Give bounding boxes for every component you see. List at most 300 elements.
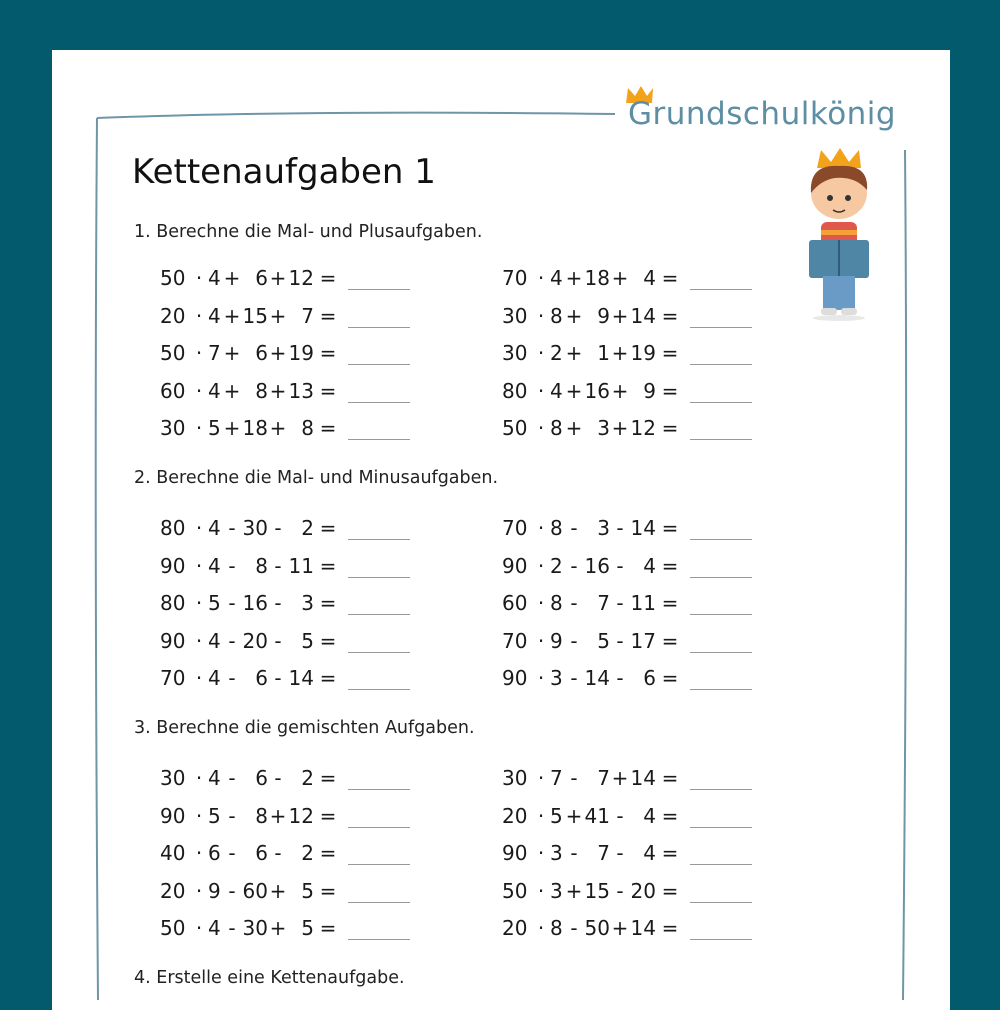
answer-blank[interactable] [348, 788, 410, 790]
times-sign: · [195, 266, 203, 290]
number: 90 [502, 553, 528, 578]
operator: - [228, 878, 236, 903]
equals-sign: = [319, 266, 337, 290]
answer-blank[interactable] [690, 651, 752, 653]
equals-sign: = [319, 878, 337, 903]
number: 4 [643, 803, 656, 828]
operator: + [223, 266, 241, 290]
equals-sign: = [319, 341, 337, 365]
number: 8 [550, 516, 563, 540]
equals-sign: = [661, 628, 679, 653]
equals-sign: = [661, 378, 679, 403]
number: 3 [301, 591, 314, 615]
equals-sign: = [661, 341, 679, 365]
equation-row [160, 516, 410, 542]
number: 17 [630, 628, 656, 653]
number: 70 [502, 516, 528, 540]
answer-blank[interactable] [348, 363, 410, 365]
operator: + [611, 766, 629, 790]
number: 9 [643, 378, 656, 403]
equation-row [160, 416, 410, 442]
answer-blank[interactable] [348, 826, 410, 828]
number: 8 [255, 803, 268, 828]
answer-blank[interactable] [690, 788, 752, 790]
number: 5 [597, 628, 610, 653]
times-sign: · [537, 341, 545, 365]
number: 4 [643, 841, 656, 865]
number: 2 [301, 766, 314, 790]
operator: - [274, 591, 282, 615]
equals-sign: = [319, 803, 337, 828]
operator: + [565, 803, 583, 828]
equation-row [502, 916, 752, 942]
number: 5 [301, 628, 314, 653]
operator: + [565, 878, 583, 903]
times-sign: · [537, 628, 545, 653]
equation-row [160, 629, 410, 655]
number: 20 [160, 303, 186, 328]
operator: + [565, 266, 583, 290]
equation-row [502, 266, 752, 292]
equation-row [502, 629, 752, 655]
answer-blank[interactable] [348, 538, 410, 540]
number: 30 [502, 766, 528, 790]
number: 5 [208, 416, 221, 440]
number: 6 [255, 841, 268, 865]
operator: + [611, 341, 629, 365]
task-instruction: 3. Berechne die gemischten Aufgaben. [134, 718, 475, 738]
operator: + [269, 341, 287, 365]
equation-row [160, 379, 410, 405]
answer-blank[interactable] [348, 613, 410, 615]
operator: - [274, 766, 282, 790]
times-sign: · [537, 803, 545, 828]
task-instruction: 1. Berechne die Mal- und Plusaufgaben. [134, 222, 483, 242]
operator: + [269, 378, 287, 403]
equals-sign: = [661, 416, 679, 440]
times-sign: · [195, 803, 203, 828]
equals-sign: = [661, 516, 679, 540]
answer-blank[interactable] [348, 438, 410, 440]
number: 60 [160, 378, 186, 403]
equation-row [160, 766, 410, 792]
equals-sign: = [319, 591, 337, 615]
operator: - [228, 916, 236, 940]
answer-blank[interactable] [348, 688, 410, 690]
number: 15 [242, 303, 268, 328]
times-sign: · [537, 916, 545, 940]
times-sign: · [537, 266, 545, 290]
task-instruction: 4. Erstelle eine Kettenaufgabe. [134, 968, 405, 988]
equation-row [160, 266, 410, 292]
number: 18 [584, 266, 610, 290]
number: 4 [208, 766, 221, 790]
answer-blank[interactable] [690, 326, 752, 328]
equation-row [502, 516, 752, 542]
number: 2 [301, 841, 314, 865]
number: 80 [502, 378, 528, 403]
operator: - [570, 591, 578, 615]
answer-blank[interactable] [690, 288, 752, 290]
equation-row [502, 804, 752, 830]
answer-blank[interactable] [690, 538, 752, 540]
number: 2 [550, 341, 563, 365]
number: 50 [502, 416, 528, 440]
equation-row [502, 841, 752, 867]
number: 8 [255, 378, 268, 403]
operator: - [616, 803, 624, 828]
number: 4 [208, 516, 221, 540]
answer-blank[interactable] [348, 901, 410, 903]
number: 4 [208, 628, 221, 653]
number: 7 [597, 841, 610, 865]
times-sign: · [537, 516, 545, 540]
number: 2 [301, 516, 314, 540]
number: 5 [208, 803, 221, 828]
number: 90 [160, 803, 186, 828]
equals-sign: = [319, 666, 337, 690]
number: 12 [630, 416, 656, 440]
number: 8 [255, 553, 268, 578]
number: 6 [643, 666, 656, 690]
operator: + [565, 341, 583, 365]
operator: + [223, 341, 241, 365]
number: 4 [643, 266, 656, 290]
times-sign: · [195, 516, 203, 540]
operator: - [228, 628, 236, 653]
number: 50 [502, 878, 528, 903]
operator: + [269, 266, 287, 290]
equation-row [160, 804, 410, 830]
answer-blank[interactable] [348, 863, 410, 865]
equation-row [502, 554, 752, 580]
number: 70 [160, 666, 186, 690]
equals-sign: = [319, 841, 337, 865]
operator: - [228, 841, 236, 865]
number: 7 [301, 303, 314, 328]
number: 60 [242, 878, 268, 903]
times-sign: · [537, 766, 545, 790]
equals-sign: = [661, 303, 679, 328]
answer-blank[interactable] [348, 401, 410, 403]
answer-blank[interactable] [348, 326, 410, 328]
times-sign: · [537, 303, 545, 328]
operator: + [565, 416, 583, 440]
number: 12 [288, 803, 314, 828]
equals-sign: = [319, 553, 337, 578]
number: 9 [597, 303, 610, 328]
number: 12 [288, 266, 314, 290]
number: 90 [502, 841, 528, 865]
boy-illustration [795, 148, 885, 323]
times-sign: · [537, 841, 545, 865]
number: 3 [597, 516, 610, 540]
number: 5 [301, 878, 314, 903]
answer-blank[interactable] [690, 901, 752, 903]
number: 6 [208, 841, 221, 865]
equals-sign: = [319, 303, 337, 328]
equation-row [160, 916, 410, 942]
number: 90 [160, 628, 186, 653]
number: 60 [502, 591, 528, 615]
number: 30 [242, 516, 268, 540]
number: 50 [584, 916, 610, 940]
number: 14 [630, 303, 656, 328]
equals-sign: = [661, 266, 679, 290]
number: 11 [630, 591, 656, 615]
times-sign: · [195, 766, 203, 790]
operator: + [269, 803, 287, 828]
number: 5 [550, 803, 563, 828]
times-sign: · [537, 591, 545, 615]
operator: - [616, 878, 624, 903]
equation-row [502, 341, 752, 367]
operator: - [274, 666, 282, 690]
operator: + [611, 416, 629, 440]
number: 18 [242, 416, 268, 440]
number: 3 [597, 416, 610, 440]
answer-blank[interactable] [348, 576, 410, 578]
operator: - [274, 516, 282, 540]
operator: + [269, 878, 287, 903]
number: 3 [550, 878, 563, 903]
number: 19 [630, 341, 656, 365]
answer-blank[interactable] [690, 938, 752, 940]
answer-blank[interactable] [348, 288, 410, 290]
times-sign: · [195, 303, 203, 328]
times-sign: · [195, 916, 203, 940]
number: 30 [502, 303, 528, 328]
operator: + [269, 416, 287, 440]
equation-row [160, 554, 410, 580]
operator: + [223, 416, 241, 440]
equation-row [160, 666, 410, 692]
equation-row [502, 379, 752, 405]
number: 7 [597, 766, 610, 790]
times-sign: · [537, 553, 545, 578]
equals-sign: = [319, 516, 337, 540]
operator: + [611, 303, 629, 328]
answer-blank[interactable] [690, 688, 752, 690]
times-sign: · [195, 878, 203, 903]
number: 14 [630, 766, 656, 790]
number: 3 [550, 841, 563, 865]
number: 4 [208, 378, 221, 403]
operator: - [228, 516, 236, 540]
operator: + [565, 303, 583, 328]
answer-blank[interactable] [690, 863, 752, 865]
operator: - [274, 553, 282, 578]
equals-sign: = [661, 766, 679, 790]
number: 16 [584, 378, 610, 403]
operator: - [274, 841, 282, 865]
times-sign: · [195, 666, 203, 690]
answer-blank[interactable] [348, 938, 410, 940]
number: 50 [160, 341, 186, 365]
equation-row [160, 304, 410, 330]
number: 20 [242, 628, 268, 653]
number: 50 [160, 266, 186, 290]
equation-row [502, 879, 752, 905]
operator: - [616, 628, 624, 653]
number: 14 [288, 666, 314, 690]
operator: - [616, 516, 624, 540]
equals-sign: = [319, 378, 337, 403]
operator: + [565, 378, 583, 403]
number: 20 [630, 878, 656, 903]
number: 9 [208, 878, 221, 903]
number: 5 [208, 591, 221, 615]
equals-sign: = [661, 916, 679, 940]
number: 80 [160, 516, 186, 540]
equation-row [502, 591, 752, 617]
number: 6 [255, 766, 268, 790]
number: 8 [550, 591, 563, 615]
number: 4 [643, 553, 656, 578]
number: 90 [502, 666, 528, 690]
number: 16 [584, 553, 610, 578]
equals-sign: = [661, 666, 679, 690]
number: 8 [550, 916, 563, 940]
equals-sign: = [661, 878, 679, 903]
operator: - [570, 841, 578, 865]
equals-sign: = [661, 591, 679, 615]
equation-row [160, 841, 410, 867]
operator: - [616, 591, 624, 615]
answer-blank[interactable] [690, 826, 752, 828]
operator: - [228, 803, 236, 828]
number: 6 [255, 666, 268, 690]
operator: - [570, 916, 578, 940]
number: 9 [550, 628, 563, 653]
operator: - [570, 628, 578, 653]
number: 50 [160, 916, 186, 940]
equation-row [160, 591, 410, 617]
answer-blank[interactable] [690, 438, 752, 440]
number: 11 [288, 553, 314, 578]
operator: - [616, 841, 624, 865]
operator: - [570, 666, 578, 690]
number: 14 [630, 916, 656, 940]
number: 20 [502, 916, 528, 940]
operator: + [223, 378, 241, 403]
number: 30 [242, 916, 268, 940]
operator: + [269, 916, 287, 940]
number: 70 [502, 628, 528, 653]
times-sign: · [537, 878, 545, 903]
equation-row [502, 416, 752, 442]
number: 7 [597, 591, 610, 615]
number: 7 [208, 341, 221, 365]
number: 30 [160, 416, 186, 440]
number: 4 [208, 266, 221, 290]
answer-blank[interactable] [690, 613, 752, 615]
equals-sign: = [661, 553, 679, 578]
number: 90 [160, 553, 186, 578]
operator: - [228, 666, 236, 690]
operator: - [570, 516, 578, 540]
number: 20 [160, 878, 186, 903]
times-sign: · [537, 666, 545, 690]
operator: - [616, 553, 624, 578]
number: 4 [208, 916, 221, 940]
number: 19 [288, 341, 314, 365]
number: 5 [301, 916, 314, 940]
number: 80 [160, 591, 186, 615]
equals-sign: = [319, 416, 337, 440]
number: 4 [208, 303, 221, 328]
answer-blank[interactable] [690, 401, 752, 403]
equation-row [160, 341, 410, 367]
operator: - [274, 628, 282, 653]
times-sign: · [195, 628, 203, 653]
number: 20 [502, 803, 528, 828]
operator: - [570, 553, 578, 578]
equation-row [502, 666, 752, 692]
number: 30 [502, 341, 528, 365]
number: 6 [255, 341, 268, 365]
times-sign: · [195, 841, 203, 865]
equation-row [502, 304, 752, 330]
number: 4 [550, 266, 563, 290]
operator: - [570, 766, 578, 790]
equation-row [502, 766, 752, 792]
answer-blank[interactable] [690, 363, 752, 365]
number: 8 [550, 416, 563, 440]
number: 41 [584, 803, 610, 828]
answer-blank[interactable] [348, 651, 410, 653]
equals-sign: = [319, 628, 337, 653]
times-sign: · [195, 378, 203, 403]
number: 30 [160, 766, 186, 790]
times-sign: · [537, 416, 545, 440]
operator: + [611, 378, 629, 403]
answer-blank[interactable] [690, 576, 752, 578]
number: 15 [584, 878, 610, 903]
operator: - [228, 591, 236, 615]
number: 40 [160, 841, 186, 865]
times-sign: · [195, 341, 203, 365]
number: 6 [255, 266, 268, 290]
equals-sign: = [319, 916, 337, 940]
number: 4 [550, 378, 563, 403]
number: 8 [301, 416, 314, 440]
equation-row [160, 879, 410, 905]
number: 3 [550, 666, 563, 690]
operator: - [616, 666, 624, 690]
number: 4 [208, 553, 221, 578]
number: 13 [288, 378, 314, 403]
number: 1 [597, 341, 610, 365]
operator: + [269, 303, 287, 328]
number: 14 [630, 516, 656, 540]
times-sign: · [195, 416, 203, 440]
operator: + [611, 916, 629, 940]
times-sign: · [537, 378, 545, 403]
brand-logo: Grundschulkönig [628, 96, 897, 132]
equals-sign: = [661, 803, 679, 828]
number: 4 [208, 666, 221, 690]
times-sign: · [195, 553, 203, 578]
number: 2 [550, 553, 563, 578]
operator: + [611, 266, 629, 290]
number: 70 [502, 266, 528, 290]
number: 14 [584, 666, 610, 690]
operator: + [223, 303, 241, 328]
operator: - [228, 553, 236, 578]
page-title: Kettenaufgaben 1 [132, 152, 436, 192]
equals-sign: = [319, 766, 337, 790]
